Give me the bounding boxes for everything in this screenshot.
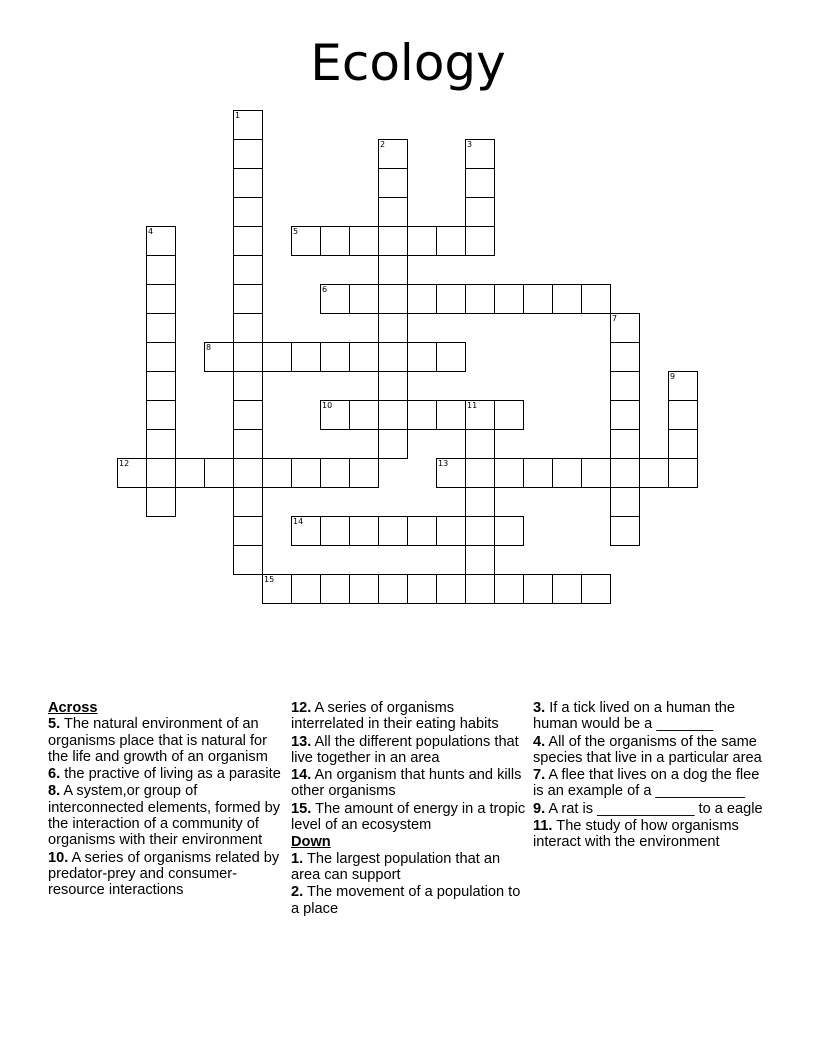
clue-text: The study of how organisms interact with the environment xyxy=(533,818,739,851)
grid-cell[interactable] xyxy=(378,313,408,343)
grid-cell[interactable] xyxy=(465,545,495,575)
clue-text: All of the organisms of the same species that live in a particular area xyxy=(533,733,762,766)
clue-number: 10 xyxy=(322,401,333,410)
grid-cell[interactable] xyxy=(494,458,524,488)
clue-number: 6 xyxy=(322,285,328,294)
grid-cell[interactable] xyxy=(610,458,640,488)
clue-number: 3 xyxy=(467,140,473,149)
grid-cell[interactable] xyxy=(233,313,263,343)
grid-cell[interactable] xyxy=(610,313,640,343)
grid-cell[interactable] xyxy=(436,226,466,256)
grid-cell[interactable] xyxy=(117,458,147,488)
grid-cell[interactable] xyxy=(378,168,408,198)
grid-cell[interactable] xyxy=(233,284,263,314)
clue-number: 13. xyxy=(291,733,312,750)
grid-cell[interactable] xyxy=(233,487,263,517)
grid-cell[interactable] xyxy=(378,255,408,285)
grid-cell[interactable] xyxy=(146,226,176,256)
grid-cell[interactable] xyxy=(233,168,263,198)
grid-cell[interactable] xyxy=(523,284,553,314)
grid-cell[interactable] xyxy=(465,400,495,430)
clue-text: A series of organisms related by predator-prey and consumer-resource interactions xyxy=(48,849,280,899)
grid-cell[interactable] xyxy=(320,400,350,430)
grid-cell[interactable] xyxy=(465,487,495,517)
grid-cell[interactable] xyxy=(378,516,408,546)
clue xyxy=(48,850,288,899)
grid-cell[interactable] xyxy=(639,458,669,488)
clue-number: 5 xyxy=(293,227,299,236)
grid-cell[interactable] xyxy=(262,342,292,372)
grid-cell[interactable] xyxy=(320,284,350,314)
clue-text: If a tick lived on a human the human would be a _______ xyxy=(533,700,735,733)
grid-cell[interactable] xyxy=(378,342,408,372)
clue-number: 11 xyxy=(467,401,478,410)
grid-cell[interactable] xyxy=(610,516,640,546)
grid-cell[interactable] xyxy=(146,429,176,459)
grid-cell[interactable] xyxy=(407,574,437,604)
clue-number: 8. xyxy=(48,783,61,800)
clue xyxy=(291,851,531,884)
grid-cell[interactable] xyxy=(262,458,292,488)
grid-cell[interactable] xyxy=(407,342,437,372)
grid-cell[interactable] xyxy=(146,400,176,430)
down-heading: Down xyxy=(291,834,331,851)
grid-cell[interactable] xyxy=(320,226,350,256)
clue-number: 14 xyxy=(293,517,304,526)
grid-cell[interactable] xyxy=(407,284,437,314)
clue xyxy=(533,734,768,767)
clue-number: 5. xyxy=(48,716,61,733)
grid-cell[interactable] xyxy=(378,400,408,430)
grid-cell[interactable] xyxy=(233,429,263,459)
grid-cell[interactable] xyxy=(233,458,263,488)
clue-text: A system,or group of interconnected elements, formed by the interaction of a community of organisms with their environment xyxy=(48,783,281,849)
grid-cell[interactable] xyxy=(436,458,466,488)
grid-cell[interactable] xyxy=(494,400,524,430)
grid-cell[interactable] xyxy=(581,574,611,604)
grid-cell[interactable] xyxy=(233,255,263,285)
grid-cell[interactable] xyxy=(146,284,176,314)
clue-text: The natural environment of an organisms place that is natural for the life and growth of an organism xyxy=(48,716,268,765)
grid-cell[interactable] xyxy=(494,516,524,546)
clue xyxy=(533,767,768,800)
clue-number: 12 xyxy=(119,459,130,468)
clue-number: 9. xyxy=(533,800,546,817)
clue xyxy=(291,734,531,767)
grid-cell[interactable] xyxy=(378,429,408,459)
clue xyxy=(48,766,288,782)
grid-cell[interactable] xyxy=(349,284,379,314)
grid-cell[interactable] xyxy=(349,226,379,256)
clue-number: 8 xyxy=(206,343,212,352)
clue-number: 4 xyxy=(148,227,154,236)
grid-cell[interactable] xyxy=(436,574,466,604)
grid-cell[interactable] xyxy=(465,574,495,604)
clue-text: the practive of living as a parasite xyxy=(60,766,281,783)
grid-cell[interactable] xyxy=(523,574,553,604)
grid-cell[interactable] xyxy=(407,516,437,546)
clue-column-1 xyxy=(48,700,288,900)
grid-cell[interactable] xyxy=(378,284,408,314)
clue-number: 2 xyxy=(380,140,386,149)
grid-cell[interactable] xyxy=(204,342,234,372)
grid-cell[interactable] xyxy=(465,516,495,546)
clue-number: 9 xyxy=(670,372,676,381)
clue xyxy=(291,700,531,733)
grid-cell[interactable] xyxy=(233,371,263,401)
grid-cell[interactable] xyxy=(233,400,263,430)
clue-number: 12. xyxy=(291,700,312,716)
clue-text: A series of organisms interrelated in their eating habits xyxy=(291,700,499,733)
grid-cell[interactable] xyxy=(291,458,321,488)
clue xyxy=(48,783,288,848)
grid-cell[interactable] xyxy=(146,458,176,488)
grid-cell[interactable] xyxy=(146,342,176,372)
grid-cell[interactable] xyxy=(610,371,640,401)
grid-cell[interactable] xyxy=(494,574,524,604)
grid-cell[interactable] xyxy=(175,458,205,488)
grid-cell[interactable] xyxy=(146,487,176,517)
clue xyxy=(291,884,531,917)
clue-column-3 xyxy=(533,700,768,852)
clue-number: 4. xyxy=(533,733,546,750)
grid-cell[interactable] xyxy=(320,574,350,604)
grid-cell[interactable] xyxy=(436,400,466,430)
clue-text: The movement of a population to a place xyxy=(291,884,521,917)
clue-number: 14. xyxy=(291,767,312,784)
clue xyxy=(48,716,288,765)
clue-number: 15. xyxy=(291,800,312,817)
grid-cell[interactable] xyxy=(610,429,640,459)
clue xyxy=(533,818,768,851)
across-heading: Across xyxy=(48,700,98,716)
grid-cell[interactable] xyxy=(436,284,466,314)
grid-cell[interactable] xyxy=(291,574,321,604)
grid-cell[interactable] xyxy=(146,255,176,285)
grid-cell[interactable] xyxy=(552,574,582,604)
grid-cell[interactable] xyxy=(668,458,698,488)
grid-cell[interactable] xyxy=(523,458,553,488)
clue-number: 10. xyxy=(48,849,69,866)
clue xyxy=(291,767,531,800)
grid-cell[interactable] xyxy=(233,226,263,256)
grid-cell[interactable] xyxy=(610,487,640,517)
grid-cell[interactable] xyxy=(581,284,611,314)
clue-number: 1 xyxy=(235,111,241,120)
grid-cell[interactable] xyxy=(349,342,379,372)
clue-number: 1. xyxy=(291,850,304,867)
grid-cell[interactable] xyxy=(552,284,582,314)
grid-cell[interactable] xyxy=(668,429,698,459)
clue-text: The amount of energy in a tropic level of an ecosystem xyxy=(291,800,526,834)
clue-number: 6. xyxy=(48,766,61,783)
grid-cell[interactable] xyxy=(291,342,321,372)
grid-cell[interactable] xyxy=(494,284,524,314)
grid-cell[interactable] xyxy=(407,226,437,256)
clue-number: 15 xyxy=(264,575,275,584)
grid-cell[interactable] xyxy=(465,458,495,488)
grid-cell[interactable] xyxy=(349,458,379,488)
grid-cell[interactable] xyxy=(233,342,263,372)
clue-number: 11. xyxy=(533,818,553,835)
grid-cell[interactable] xyxy=(262,574,292,604)
grid-cell[interactable] xyxy=(668,400,698,430)
clue-number: 2. xyxy=(291,884,304,901)
grid-cell[interactable] xyxy=(233,139,263,169)
clue-column-2 xyxy=(291,700,531,918)
grid-cell[interactable] xyxy=(465,226,495,256)
clue xyxy=(533,700,768,733)
grid-cell[interactable] xyxy=(610,400,640,430)
clue-number: 3. xyxy=(533,700,546,716)
grid-cell[interactable] xyxy=(378,197,408,227)
grid-cell[interactable] xyxy=(233,197,263,227)
clue-number: 13 xyxy=(438,459,449,468)
clue-number: 7 xyxy=(612,314,618,323)
clue-text: The largest population that an area can support xyxy=(291,850,501,883)
grid-cell[interactable] xyxy=(146,313,176,343)
grid-cell[interactable] xyxy=(436,516,466,546)
grid-cell[interactable] xyxy=(378,574,408,604)
grid-cell[interactable] xyxy=(581,458,611,488)
clue-text: All the different populations that live together in an area xyxy=(291,733,519,766)
clue-text: A rat is ____________ to a eagle xyxy=(545,800,763,817)
grid-cell[interactable] xyxy=(233,110,263,140)
grid-cell[interactable] xyxy=(465,139,495,169)
grid-cell[interactable] xyxy=(668,371,698,401)
grid-cell[interactable] xyxy=(378,226,408,256)
clue xyxy=(533,801,768,817)
grid-cell[interactable] xyxy=(465,197,495,227)
grid-cell[interactable] xyxy=(610,342,640,372)
grid-cell[interactable] xyxy=(378,371,408,401)
grid-cell[interactable] xyxy=(233,516,263,546)
grid-cell[interactable] xyxy=(407,400,437,430)
grid-cell[interactable] xyxy=(349,400,379,430)
grid-cell[interactable] xyxy=(291,516,321,546)
page-title: Ecology xyxy=(310,34,506,92)
grid-cell[interactable] xyxy=(320,458,350,488)
grid-cell[interactable] xyxy=(436,342,466,372)
grid-cell[interactable] xyxy=(378,139,408,169)
clue xyxy=(291,801,531,834)
grid-cell[interactable] xyxy=(465,429,495,459)
grid-cell[interactable] xyxy=(320,342,350,372)
grid-cell[interactable] xyxy=(465,284,495,314)
grid-cell[interactable] xyxy=(291,226,321,256)
grid-cell[interactable] xyxy=(204,458,234,488)
grid-cell[interactable] xyxy=(349,574,379,604)
grid-cell[interactable] xyxy=(552,458,582,488)
grid-cell[interactable] xyxy=(146,371,176,401)
clue-text: An organism that hunts and kills other organisms xyxy=(291,767,522,800)
grid-cell[interactable] xyxy=(465,168,495,198)
grid-cell[interactable] xyxy=(233,545,263,575)
grid-cell[interactable] xyxy=(349,516,379,546)
clue-text: A flee that lives on a dog the flee is an example of a ___________ xyxy=(533,767,760,800)
grid-cell[interactable] xyxy=(320,516,350,546)
clue-number: 7. xyxy=(533,767,546,784)
